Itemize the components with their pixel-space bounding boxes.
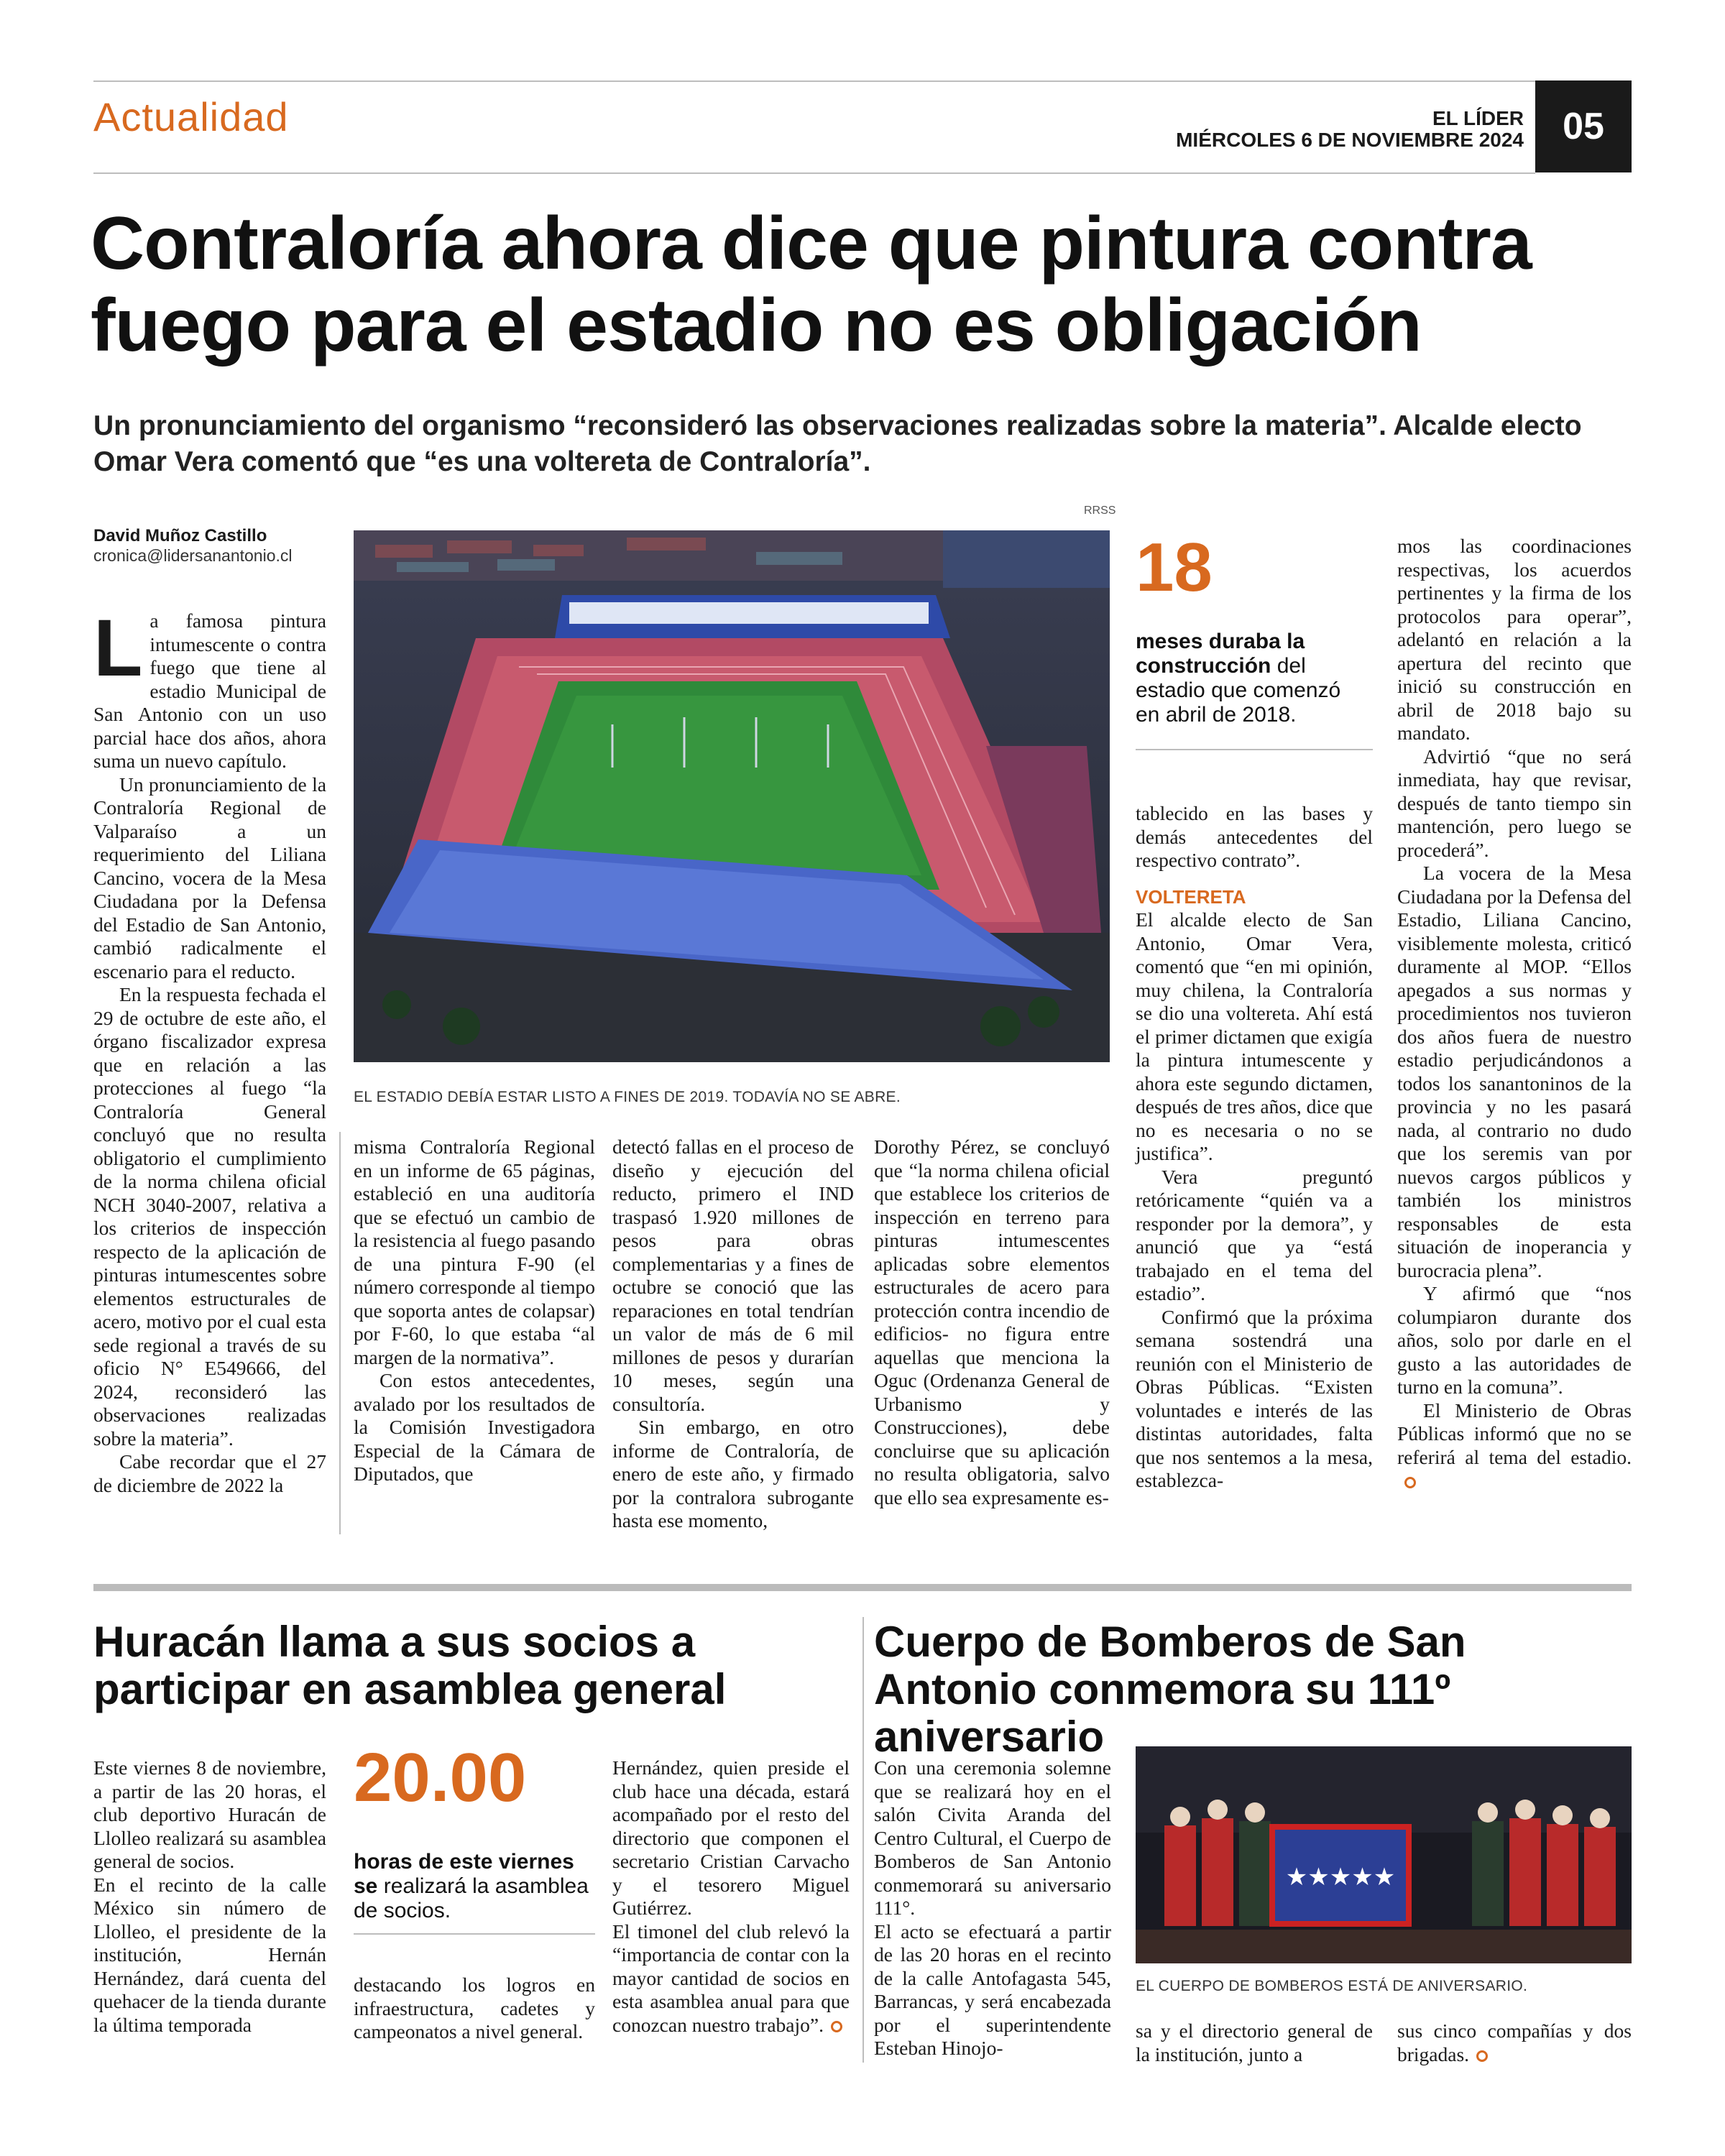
main-deck: Un pronunciamiento del organismo “reconsideró las observaciones realizadas sobre la materia”. Alcalde electo Omar Vera comentó que “es una voltereta de Contraloría”. <box>93 410 1582 477</box>
firefighters-ceremony-image <box>1136 1746 1632 1963</box>
huracan-stat-rule <box>354 1933 595 1935</box>
issue-date: MIÉRCOLES 6 DE NOVIEMBRE 2024 <box>1176 129 1524 151</box>
drop-cap: L <box>93 603 143 693</box>
stat-number: 18 <box>1136 529 1213 606</box>
page-number: 05 <box>1535 80 1632 172</box>
end-mark-icon <box>831 2021 842 2032</box>
svg-text:★★★★★: ★★★★★ <box>1285 1863 1396 1892</box>
section-divider <box>93 1584 1632 1591</box>
author-name: David Muñoz Castillo <box>93 526 267 545</box>
stadium-aerial-image <box>354 530 1110 1062</box>
bomberos-column-3: sus cinco compañías y dos brigadas. <box>1397 2019 1632 2065</box>
huracan-column-3: Hernández, quien preside el club hace una década, estará acompañado por el resto del directorio que componen el secretario Cristian Carvacho y el tesorero Miguel Gutiérrez. El timonel del club relevó la “importancia de contar con la mayor cantidad de socios en esta asamblea anual para que conozcan nuestro trabajo”. <box>612 1756 850 2036</box>
bomberos-column-2: sa y el directorio general de la institución, junto a <box>1136 2019 1373 2065</box>
stadium-photo <box>354 530 1110 1062</box>
top-rule <box>93 80 1632 82</box>
huracan-stat-number: 20.00 <box>354 1739 527 1816</box>
end-mark-icon <box>1476 2050 1488 2062</box>
huracan-stat-label: horas de este viernes se realizará la asamblea de socios. <box>354 1850 589 1922</box>
main-column-6: mos las coordinaciones respectivas, los acuerdos pertinentes y la firma de los protocolos para operar”, adelantó en relación a la apertura del recinto que inició su construcción en abril de 2018 bajo su mandato. Advirtió “que no será inmediata, hay que revisar, después de tanto tiempo sin mantención, pero luego se procederá”. La vocera de la Mesa Ciudadana por la Defensa del Estadio, Liliana Cancino, visiblemente molesta, criticó duramente al MOP. “Ellos apegados a sus normas y procedimientos nos tuvieron dos años fuera de nuestro estadio perjudicándonos a todos los sanantoninos de la provincia y no les pasará nada, al contrario no dudo que los seremis van por nuevos cargos públicos y también los ministros responsables de esta situación de inoperancia y burocracia plena”. Y afirmó que “nos columpiaron durante dos años, solo por darle en el gusto a las autoridades de turno en la comuna”. El Ministerio de Obras Públicas informó que no se referirá al tema del estadio. <box>1397 535 1632 1493</box>
story-separator <box>862 1617 864 2063</box>
bomberos-photo-caption: EL CUERPO DE BOMBEROS ESTÁ DE ANIVERSARIO. <box>1136 1978 1528 1994</box>
masthead <box>1176 108 1524 151</box>
column-rule <box>339 1132 341 1534</box>
author-email[interactable]: cronica@lidersanantonio.cl <box>93 546 293 565</box>
subhead-voltereta: VOLTERETA <box>1136 885 1246 908</box>
bomberos-photo <box>1136 1746 1632 1963</box>
main-headline: Contraloría ahora dice que pintura contra fuego para el estadio no es obligación <box>91 202 1532 367</box>
stadium-photo-caption: EL ESTADIO DEBÍA ESTAR LISTO A FINES DE 2019. TODAVÍA NO SE ABRE. <box>354 1089 901 1105</box>
huracan-column-1: Este viernes 8 de noviembre, a partir de las 20 horas, el club deportivo Huracán de Llolleo realizará su asamblea general de socios. En el recinto de la calle México sin número de Llolleo, el presidente de la institución, Hernán Hernández, dará cuenta del quehacer de la tienda durante la última temporada <box>93 1756 326 2036</box>
bomberos-column-1: Con una ceremonia solemne que se realizará hoy en el salón Civita Aranda del Centro Cultural, el Cuerpo de Bomberos de San Antonio conmemorará su aniversario 111°. El acto se efectuará a partir de las 20 horas en el recinto de la calle Antofagasta 545, Barrancas, y será encabezada por el superintendente Esteban Hinojo- <box>874 1756 1111 2059</box>
stat-label: meses duraba la construcción del estadio que comenzó en abril de 2018. <box>1136 630 1341 727</box>
end-mark-icon <box>1404 1477 1416 1488</box>
main-column-1: La famosa pintura intumescente o contra fuego que tiene al estadio Municipal de San Antonio con un uso parcial hace dos años, ahora suma un nuevo capítulo. Un pronunciamiento de la Contraloría Regional de Valparaíso a un requerimiento del Liliana Cancino, vocera de la Mesa Ciudadana por la Defensa del Estadio de San Antonio, cambió radicalmente el escenario para el reducto. En la respuesta fechada el 29 de octubre de este año, el órgano fiscalizador expresa que en relación a las protecciones al fuego “la Contraloría General concluyó que no resulta obligatorio el cumplimiento de la norma chilena oficial NCH 3040-2007, relativa a los criterios de inspección respecto de la aplicación de pinturas intumescentes sobre elementos estructurales de acero, motivo por el cual esta sede regional a través de su oficio N° E549666, del 2024, reconsideró las observaciones realizadas sobre la materia”. Cabe recordar que el 27 de diciembre de 2022 la <box>93 603 326 1496</box>
stat-rule <box>1136 749 1373 750</box>
section-label: Actualidad <box>93 94 289 139</box>
main-column-4: Dorothy Pérez, se concluyó que “la norma chilena oficial que establece los criterios de inspección en terreno para pinturas intumescentes aplicadas sobre elementos estructurales de acero para protección contra incendio de edificios- no figura entre aquellas que menciona la Oguc (Ordenanza General de Urbanismo y Construcciones), debe concluirse que su aplicación no resulta obligatoria, salvo que ello sea expresamente es- <box>874 1135 1110 1508</box>
photo-credit: RRSS <box>1084 505 1116 517</box>
bomberos-headline: Cuerpo de Bomberos de San Antonio conmemora su 111º aniversario <box>874 1618 1466 1761</box>
main-column-5: tablecido en las bases y demás antecedentes del respectivo contrato”. VOLTERETA El alcalde electo de San Antonio, Omar Vera, comentó que “en mi opinión, muy chilena, la Contraloría se dio una voltereta. Ahí está el primer dictamen que exigía la pintura intumescente y ahora este segundo dictamen, después de tres años, dice que no es necesaria o no se justifica”. Vera preguntó retóricamente “quién va a responder por la demora”, y anunció que ya “está trabajado en el tema del estadio”. Confirmó que la próxima semana sostendrá una reunión con el Ministerio de Obras Públicas. “Existen voluntades e interés de las distintas autoridades, falta que nos sentemos a la mesa, establezca- <box>1136 802 1373 1491</box>
main-column-3: detectó fallas en el proceso de diseño y ejecución del reducto, primero el IND traspasó 1.920 millones de pesos para obras complementarias y a fines de octubre se conoció que las reparaciones en total tendrían un valor de más de 6 mil millones de pesos y durarían 10 meses, según una consultoría. Sin embargo, en otro informe de Contraloría, de enero de este año, y firmado por la contralora subrogante hasta ese momento, <box>612 1135 854 1531</box>
huracan-headline: Huracán llama a sus socios a participar en asamblea general <box>93 1618 727 1713</box>
main-column-2: misma Contraloría Regional en un informe de 65 páginas, estableció en una auditoría que se efectuó un cambio de la resistencia al fuego pasando de una pintura F-90 (el número corresponde al tiempo que soporta antes de colapsar) por F-60, lo que estaba “al margen de la normativa”. Con estos antecedentes, avalado por los resultados de la Comisión Investigadora Especial de la Cámara de Diputados, que <box>354 1135 595 1485</box>
header-rule <box>93 172 1535 174</box>
huracan-column-2: destacando los logros en infraestructura, cadetes y campeonatos a nivel general. <box>354 1973 595 2042</box>
paper-name: EL LÍDER <box>1432 107 1524 129</box>
